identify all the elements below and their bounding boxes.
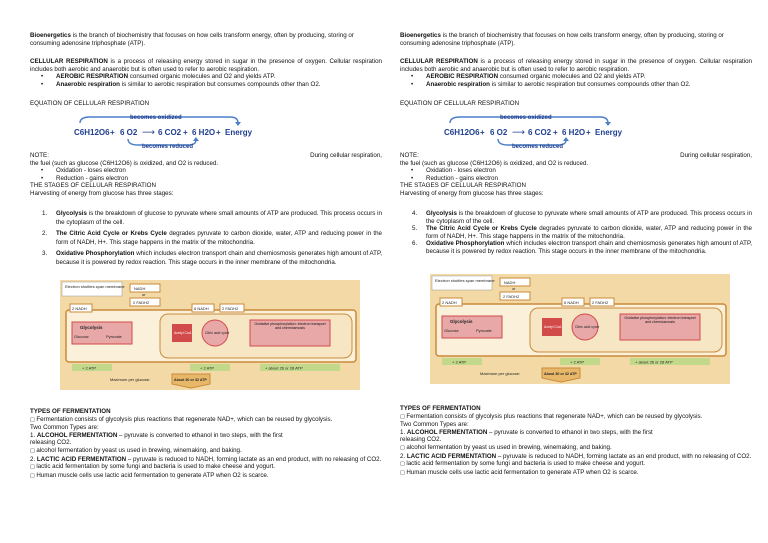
list-item xyxy=(400,210,752,225)
note-section xyxy=(30,152,382,198)
oxphos-label-wrap xyxy=(622,316,698,338)
stages-heading: THE STAGES OF CELLULAR RESPIRATION xyxy=(400,182,526,190)
bioenergetics-text: is the branch of biochemistry that focuses on how cells transform energy, often by producing, storing or consuming adenosine triphosphate (ATP). xyxy=(400,32,724,47)
lactic-note-2: □ Human muscle cells use lactic acid fermentation to generate ATP when O2 is scarce. xyxy=(30,471,269,479)
item-text: which includes electron transport chain and chemiosmosis generates high amount of ATP, because it is powered by redox reaction. This stage occurs in the inner membrane of the mitochondria. xyxy=(56,250,383,266)
list-item xyxy=(400,81,752,89)
note-row xyxy=(30,152,382,160)
note-label: NOTE: xyxy=(400,152,419,159)
alcohol-continued: releasing CO2. xyxy=(30,439,72,447)
lactic-note-2: □ Human muscle cells use lactic acid fermentation to generate ATP when O2 is scarce. xyxy=(400,468,639,476)
respiration-text: is a process of releasing energy stored in sugar in the presence of oxygen. Cellular respiration includes both aerobic and anaerobic but is often used to refer to aerobic respiration. xyxy=(30,58,382,73)
square-bullet-icon: □ xyxy=(400,444,407,451)
or-label: or xyxy=(142,292,146,297)
water-formula: 6 H2O xyxy=(192,128,216,137)
stages-intro: Harvesting of energy from glucose has three stages: xyxy=(30,189,174,197)
fermentation-types: Two Common Types are: xyxy=(30,424,99,432)
bioenergetics-term: Bioenergetics xyxy=(400,32,441,39)
alcohol-note: □ alcohol fermentation by yeast us used in brewing, winemaking, and baking. xyxy=(400,443,612,451)
square-bullet-icon: □ xyxy=(400,461,407,468)
aerobic-text: consumed organic molecules and O2 and yields ATP. xyxy=(498,73,646,81)
co2-formula: 6 CO2 xyxy=(158,128,182,137)
atp-label-3: + about 26 or 28 ATP xyxy=(265,365,303,371)
list-item xyxy=(30,73,382,81)
fermentation-section xyxy=(400,405,752,477)
nadh-label: NADH xyxy=(504,280,516,285)
fermentation-section xyxy=(30,408,382,480)
reduced-arrowhead xyxy=(563,137,569,141)
equation-heading: EQUATION OF CELLULAR RESPIRATION xyxy=(400,100,520,107)
item-term: The Citric Acid Cycle or Krebs Cycle xyxy=(426,225,537,233)
square-bullet-icon: □ xyxy=(400,469,407,476)
acetyl-label: Acetyl CoA xyxy=(174,331,192,335)
maximum-label: Maximum per glucose: xyxy=(480,371,521,376)
equation-heading: EQUATION OF CELLULAR RESPIRATION xyxy=(30,100,150,107)
reaction-arrow: ⟶ xyxy=(512,128,525,138)
list-item xyxy=(30,230,382,247)
total-atp-label: About 30 or 32 ATP xyxy=(174,378,207,382)
plus-sign: + xyxy=(216,128,221,137)
bioenergetics-paragraph xyxy=(400,32,752,47)
lactic-note-1: □ lactic acid fermentation by some fungi and bacteria is used to make cheese and yogurt. xyxy=(400,460,646,468)
shuttle-label: Electron shuttles span membrane xyxy=(435,278,495,283)
reduced-arrowhead xyxy=(193,137,199,141)
list-item xyxy=(30,250,382,267)
lactic-fermentation: 2. LACTIC ACID FERMENTATION – pyruvate is reduced to NADH, forming lactate as an end product, with no releasing of CO2. xyxy=(400,452,752,460)
item-number: 2. xyxy=(42,230,48,238)
list-item xyxy=(30,81,382,89)
list-item xyxy=(400,73,752,81)
glucose-label: Glucose xyxy=(74,334,89,339)
aerobic-text: consumed organic molecules and O2 and yields ATP. xyxy=(128,73,276,81)
plus-sign: + xyxy=(480,128,485,137)
bioenergetics-text: is the branch of biochemistry that focuses on how cells transform energy, often by producing, storing or consuming adenosine triphosphate (ATP). xyxy=(30,32,354,47)
oxygen-formula: 6 O2 xyxy=(120,128,138,137)
reaction-arrow: ⟶ xyxy=(142,128,155,138)
oxphos-label: Oxidative phosphorylation: electron transport and chemiosmosis xyxy=(254,322,326,331)
list-item: • Reduction - gains electron xyxy=(400,175,752,183)
list-item: • Oxidation - loses electron xyxy=(30,167,382,175)
plus-sign: + xyxy=(183,128,188,137)
alcohol-note: □ alcohol fermentation by yeast us used in brewing, winemaking, and baking. xyxy=(30,446,242,454)
item-text: is the breakdown of glucose to pyruvate where small amounts of ATP are produced. This process occurs in the cytoplasm of the cell. xyxy=(426,210,752,225)
total-atp-label: About 30 or 32 ATP xyxy=(544,372,577,376)
square-bullet-icon: □ xyxy=(400,413,407,420)
citric-label: Citric acid cycle xyxy=(205,331,230,335)
stages-intro: Harvesting of energy from glucose has three stages: xyxy=(400,189,544,197)
atp-label-1: + 2 ATP xyxy=(452,359,467,365)
square-bullet-icon: □ xyxy=(30,416,37,423)
fadh-2-label: 2 FADH2 xyxy=(222,306,239,311)
aerobic-term: AEROBIC RESPIRATION xyxy=(56,73,129,81)
left-column xyxy=(30,0,382,543)
nadh-2-label: 2 NADH xyxy=(72,306,87,311)
respiration-equation xyxy=(70,113,260,149)
fadh-2-label: 2 FADH2 xyxy=(592,300,609,305)
respiration-list xyxy=(30,73,382,88)
oxygen-formula: 6 O2 xyxy=(490,128,508,137)
item-text: which includes electron transport chain and chemiosmosis generates high amount of ATP, because it is powered by redox reaction. This stage occurs in the inner membrane of the mitochondria. xyxy=(426,240,753,255)
reduced-label: becomes reduced xyxy=(512,144,564,149)
pyruvate-label: Pyruvate xyxy=(476,328,492,333)
respiration-text: is a process of releasing energy stored in sugar in the presence of oxygen. Cellular respiration includes both aerobic and anaerobic but is often used to refer to aerobic respiration. xyxy=(400,58,752,73)
water-formula: 6 H2O xyxy=(562,128,586,137)
co2-formula: 6 CO2 xyxy=(528,128,552,137)
oxidized-arrowhead xyxy=(605,122,611,126)
fermentation-intro: □ Fermentation consists of glycolysis plus reactions that regenerate NAD+, which can be reused by glycolysis. xyxy=(30,415,333,423)
note-line: the fuel (such as glucose (C6H12O6) is oxidized, and O2 is reduced. xyxy=(400,159,589,167)
pyruvate-label: Pyruvate xyxy=(106,334,122,339)
alcohol-fermentation: 1. ALCOHOL FERMENTATION – pyruvate is converted to ethanol in two steps, with the first xyxy=(30,431,283,439)
plus-sign: + xyxy=(110,128,115,137)
nadh-2-label: 2 NADH xyxy=(442,300,457,305)
note-right-text: During cellular respiration, xyxy=(310,152,382,159)
square-bullet-icon: □ xyxy=(30,447,37,454)
plus-sign: + xyxy=(586,128,591,137)
lactic-note-1: □ lactic acid fermentation by some fungi and bacteria is used to make cheese and yogurt. xyxy=(30,463,276,471)
maximum-label: Maximum per glucose: xyxy=(110,377,151,382)
bioenergetics-paragraph xyxy=(30,32,382,47)
atp-label-2: + 2 ATP xyxy=(570,359,585,365)
respiration-diagram xyxy=(60,280,360,390)
shuttle-label: Electron shuttles span membrane xyxy=(65,284,125,289)
respiration-term: CELLULAR RESPIRATION xyxy=(400,58,478,65)
respiration-section xyxy=(400,58,752,88)
item-term: Oxidative Phosphorylation xyxy=(426,240,505,248)
item-number: 5. xyxy=(412,225,418,233)
item-number: 4. xyxy=(412,210,418,217)
glycolysis-label: Glycolysis xyxy=(450,319,473,324)
nadh-6-label: 6 NADH xyxy=(194,306,209,311)
atp-label-2: + 2 ATP xyxy=(200,365,215,371)
oxidized-label: becomes oxidized xyxy=(130,115,182,121)
lactic-fermentation: 2. LACTIC ACID FERMENTATION – pyruvate is reduced to NADH, forming lactate as an end product, with no releasing of CO2. xyxy=(30,455,382,463)
list-item xyxy=(400,225,752,240)
item-number: 3. xyxy=(42,250,48,258)
respiration-equation xyxy=(440,113,630,149)
energy-label: Energy xyxy=(225,128,253,137)
atp-label-1: + 2 ATP xyxy=(82,365,97,371)
anaerobic-text: is similar to aerobic respiration but consumes compounds other than O2. xyxy=(489,80,691,88)
respiration-term: CELLULAR RESPIRATION xyxy=(30,58,108,65)
item-term: Glycolysis xyxy=(56,210,87,217)
item-text: degrades pyruvate to carbon dioxide, water, ATP and reducing power in the form of NADH, H+. This stage happens in the matrix of the mitochondria. xyxy=(56,230,382,246)
item-term: Oxidative Phosphorylation xyxy=(56,250,135,258)
note-row xyxy=(400,152,752,160)
glucose-label: Glucose xyxy=(444,328,459,333)
bioenergetics-term: Bioenergetics xyxy=(30,32,71,39)
list-item xyxy=(400,240,752,255)
oxidized-arrowhead xyxy=(235,122,241,126)
note-line: the fuel (such as glucose (C6H12O6) is oxidized, and O2 is reduced. xyxy=(30,159,219,167)
redox-list xyxy=(400,167,752,182)
item-text: is the breakdown of glucose to pyruvate where small amounts of ATP are produced. This process occurs in the cytoplasm of the cell. xyxy=(56,210,382,226)
respiration-section xyxy=(30,58,382,88)
note-right-text: During cellular respiration, xyxy=(680,152,752,159)
fadh-label: 2 FADH2 xyxy=(133,300,150,305)
energy-label: Energy xyxy=(595,128,623,137)
alcohol-fermentation: 1. ALCOHOL FERMENTATION – pyruvate is converted to ethanol in two steps, with the first xyxy=(400,428,653,436)
fadh-label: 2 FADH2 xyxy=(503,294,520,299)
fermentation-intro: □ Fermentation consists of glycolysis plus reactions that regenerate NAD+, which can be reused by glycolysis. xyxy=(400,412,703,420)
glucose-formula: C6H12O6 xyxy=(444,128,480,137)
oxphos-label-wrap xyxy=(252,322,328,344)
acetyl-label: Acetyl CoA xyxy=(544,325,562,329)
item-term: Glycolysis xyxy=(426,210,457,217)
oxphos-label: Oxidative phosphorylation: electron transport and chemiosmosis xyxy=(624,316,696,325)
anaerobic-term: Anaerobic respiration xyxy=(426,80,490,88)
atp-label-3: + about 26 or 28 ATP xyxy=(635,359,673,365)
alcohol-continued: releasing CO2. xyxy=(400,436,442,444)
anaerobic-term: Anaerobic respiration xyxy=(56,80,120,88)
redox-list xyxy=(30,167,382,182)
reduced-label: becomes reduced xyxy=(142,144,194,149)
note-label: NOTE: xyxy=(30,152,49,159)
respiration-diagram xyxy=(430,274,730,384)
list-item xyxy=(30,210,382,227)
list-item: • Reduction - gains electron xyxy=(30,175,382,183)
fermentation-heading: TYPES OF FERMENTATION xyxy=(30,408,111,415)
nadh-6-label: 6 NADH xyxy=(564,300,579,305)
plus-sign: + xyxy=(553,128,558,137)
respiration-list xyxy=(400,73,752,88)
item-number: 6. xyxy=(412,240,418,248)
list-item: • Oxidation - loses electron xyxy=(400,167,752,175)
note-section xyxy=(400,152,752,198)
stages-list xyxy=(30,210,382,268)
stages-heading: THE STAGES OF CELLULAR RESPIRATION xyxy=(30,182,156,190)
item-number: 1. xyxy=(42,210,48,217)
right-column xyxy=(400,0,752,543)
anaerobic-text: is similar to aerobic respiration but consumes compounds other than O2. xyxy=(119,80,321,88)
citric-label: Citric acid cycle xyxy=(575,325,600,329)
stages-list xyxy=(400,210,752,256)
square-bullet-icon: □ xyxy=(30,472,37,479)
fermentation-heading: TYPES OF FERMENTATION xyxy=(400,405,481,412)
item-text: degrades pyruvate to carbon dioxide, water, ATP and reducing power in the form of NADH, H+. This stage happens in the matrix of the mitochondria. xyxy=(426,225,752,240)
or-label: or xyxy=(512,286,516,291)
oxidized-label: becomes oxidized xyxy=(500,115,552,121)
nadh-label: NADH xyxy=(134,286,146,291)
glycolysis-label: Glycolysis xyxy=(80,325,103,330)
fermentation-types: Two Common Types are: xyxy=(400,421,469,429)
square-bullet-icon: □ xyxy=(30,464,37,471)
glucose-formula: C6H12O6 xyxy=(74,128,110,137)
aerobic-term: AEROBIC RESPIRATION xyxy=(426,73,499,81)
item-term: The Citric Acid Cycle or Krebs Cycle xyxy=(56,230,167,238)
